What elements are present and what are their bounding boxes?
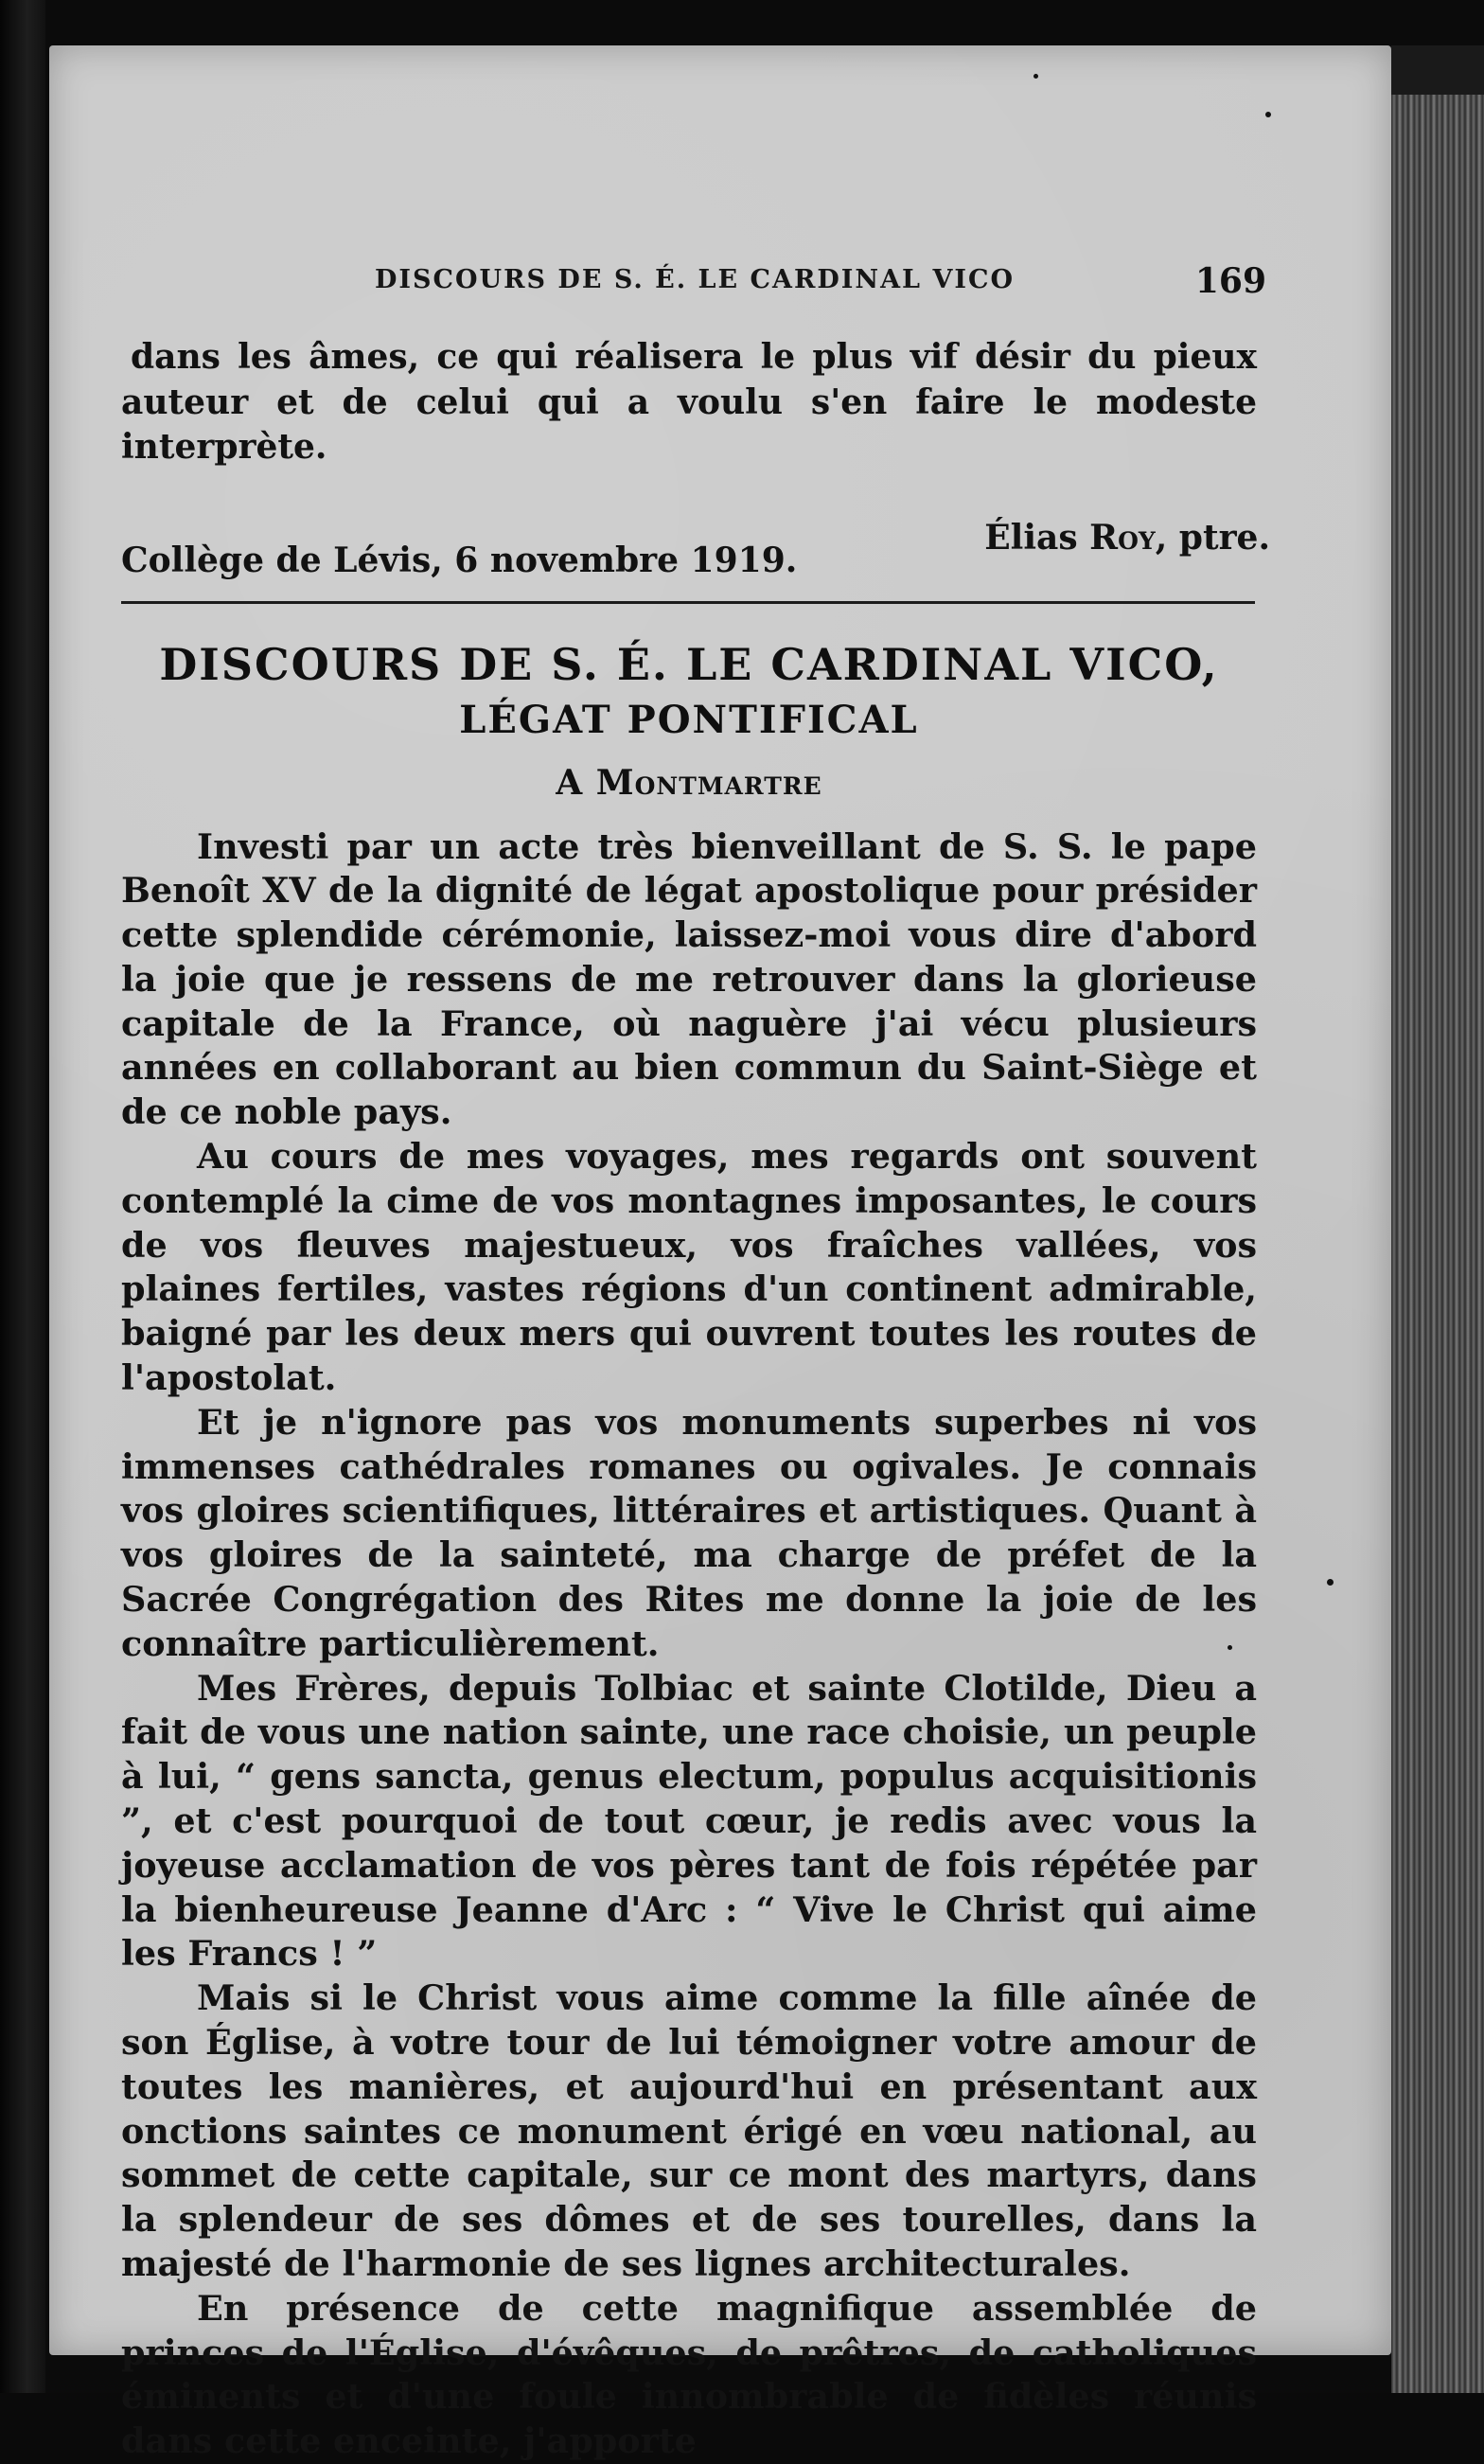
signature-last-name: Roy [1089,517,1156,558]
body-paragraph: En présence de cette magnifique assemblée de princes de l'Église, d'évêques, de prêtres, de catholiques éminents et d'une foule innombrable de fidèles réunis dans cette enceinte, j'apporte [121,2287,1257,2462]
article-body [121,825,1257,2464]
dust-speck [1034,74,1038,79]
section-divider [121,601,1255,604]
article-heading [121,636,1257,803]
body-paragraph: Au cours de mes voyages, mes regards ont souvent contemplé la cime de vos montagnes imposantes, le cours de vos fleuves majestueux, vos fraîches vallées, vos plaines fertiles, vastes régions d'un continent admirable, baigné par les deux mers qui ouvrent toutes les routes de l'apostolat. [121,1136,1257,1399]
signature-first-name: Élias [984,517,1078,558]
body-paragraph: Mes Frères, depuis Tolbiac et sainte Clotilde, Dieu a fait de vous une nation sainte, une race choisie, un peuple à lui, “ gens sancta, genus electum, populus acquisitionis ”, et c'est pourquoi de tout cœur, je redis avec vous la joyeuse acclamation de vos pères tant de fois répétée par la bienheureuse Jeanne d'Arc : “ Vive le Christ qui aime les Francs ! ” [121,1667,1257,1975]
film-edge-left [0,0,45,2393]
body-paragraph: Et je n'ignore pas vos monuments superbes ni vos immenses cathédrales romanes ou ogivales. Je connais vos gloires scientifiques, littéraires et artistiques. Quant à vos gloires de la sainteté, ma charge de préfet de la Sacrée Congrégation des Rites me donne la joie de les connaître particulièrement. [121,1401,1257,1664]
running-title: DISCOURS DE S. É. LE CARDINAL VICO [375,265,1016,294]
dust-speck [1327,1579,1334,1586]
dateline: Collège de Lévis, 6 novembre 1919. [121,540,798,580]
body-paragraph: Mais si le Christ vous aime comme la fille aînée de son Église, à votre tour de lui témoigner votre amour de toutes les manières, et aujourd'hui en présentant aux onctions saintes ce monument érigé en vœu national, au sommet de cette capitale, sur ce mont des martyrs, dans la splendeur de ses dômes et de ses tourelles, dans la majesté de l'harmonie de ses lignes architecturales. [121,1977,1257,2284]
binding-shadow-top [1391,45,1484,95]
article-title: DISCOURS DE S. É. LE CARDINAL VICO, [159,638,1219,690]
page-number: 169 [1194,261,1266,301]
article-subtitle: LÉGAT PONTIFICAL [459,697,919,742]
book-binding-edge [1391,95,1484,2393]
dust-speck [1265,112,1271,117]
article-location: A Montmartre [556,762,822,803]
signature-suffix: , ptre. [1155,517,1270,558]
running-header [121,261,1266,322]
body-paragraph: Investi par un acte très bienveillant de S. S. le pape Benoît XV de la dignité de légat apostolique pour présider cette splendide cérémonie, laissez-moi vous dire d'abord la joie que je ressens de me retrouver dans la glorieuse capitale de la France, où naguère j'ai vécu plusieurs années en collaborant au bien commun du Saint-Siège et de ce noble pays. [121,825,1257,1133]
preface-closing-paragraph: dans les âmes, ce qui réalisera le plus vif désir du pieux auteur et de celui qui a voulu s'en faire le modeste interprète. [121,337,1257,467]
page-content [121,261,1270,2464]
